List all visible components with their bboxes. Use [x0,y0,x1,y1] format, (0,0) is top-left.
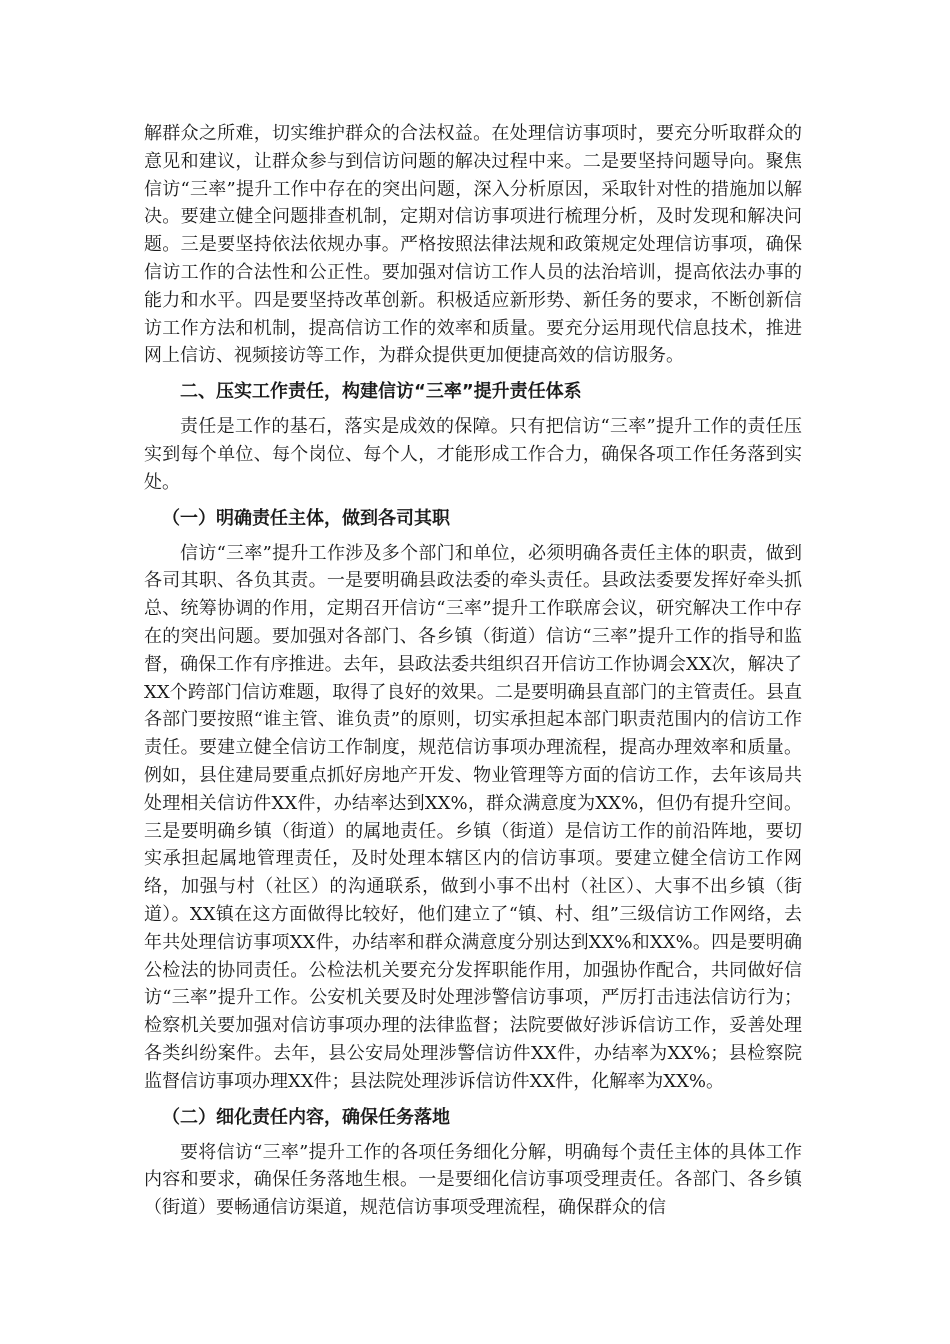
document-page [144,120,802,1222]
section-heading-2: 二、压实工作责任，构建信访“三率”提升责任体系 [180,381,582,403]
paragraph-continuation: 解群众之所难，切实维护群众的合法权益。在处理信访事项时，要充分听取群众的意见和建议，让群众参与到信访问题的解决过程中来。二是要坚持问题导向。聚焦信访“三率”提升工作中存在的突出问题，深入分析原因，采取针对性的措施加以解决。要建立健全问题排查机制，定期对信访事项进行梳理分析，及时发现和解决问题。三是要坚持依法依规办事。严格按照法律法规和政策规定处理信访事项，确保信访工作的合法性和公正性。要加强对信访工作人员的法治培训，提高依法办事的能力和水平。四是要坚持改革创新。积极适应新形势、新任务的要求，不断创新信访工作方法和机制，提高信访工作的效率和质量。要充分运用现代信息技术，推进网上信访、视频接访等工作，为群众提供更加便捷高效的信访服务。 [144,123,802,367]
subheading-2: （二）细化责任内容，确保任务落地 [162,1106,450,1128]
paragraph-sub2: 要将信访“三率”提升工作的各项任务细化分解，明确每个责任主体的具体工作内容和要求，确保任务落地生根。一是要细化信访事项受理责任。各部门、各乡镇（街道）要畅通信访渠道，规范信访事项受理流程，确保群众的信 [144,1141,802,1219]
paragraph-sub1: 信访“三率”提升工作涉及多个部门和单位，必须明确各责任主体的职责，做到各司其职、各负其责。一是要明确县政法委的牵头责任。县政法委要发挥好牵头抓总、统筹协调的作用，定期召开信访“三率”提升工作联席会议，研究解决工作中存在的突出问题。要加强对各部门、各乡镇（街道）信访“三率”提升工作的指导和监督，确保工作有序推进。去年，县政法委共组织召开信访工作协调会XX次，解决了XX个跨部门信访难题，取得了良好的效果。二是要明确县直部门的主管责任。县直各部门要按照“谁主管、谁负责”的原则，切实承担起本部门职责范围内的信访工作责任。要建立健全信访工作制度，规范信访事项办理流程，提高办理效率和质量。例如，县住建局要重点抓好房地产开发、物业管理等方面的信访工作，去年该局共处理相关信访件XX件，办结率达到XX%，群众满意度为XX%，但仍有提升空间。三是要明确乡镇（街道）的属地责任。乡镇（街道）是信访工作的前沿阵地，要切实承担起属地管理责任，及时处理本辖区内的信访事项。要建立健全信访工作网络，加强与村（社区）的沟通联系，做到小事不出村（社区）、大事不出乡镇（街道）。XX镇在这方面做得比较好，他们建立了“镇、村、组”三级信访工作网络，去年共处理信访事项XX件，办结率和群众满意度分别达到XX%和XX%。四是要明确公检法的协同责任。公检法机关要充分发挥职能作用，加强协作配合，共同做好信访“三率”提升工作。公安机关要及时处理涉警信访事项，严厉打击违法信访行为；检察机关要加强对信访事项办理的法律监督；法院要做好涉诉信访工作，妥善处理各类纠纷案件。去年，县公安局处理涉警信访件XX件，办结率为XX%；县检察院监督信访事项办理XX件；县法院处理涉诉信访件XX件，化解率为XX%。 [144,542,802,1092]
paragraph-intro: 责任是工作的基石，落实是成效的保障。只有把信访“三率”提升工作的责任压实到每个单位、每个岗位、每个人，才能形成工作合力，确保各项工作任务落到实处。 [144,416,802,493]
subheading-1: （一）明确责任主体，做到各司其职 [162,507,450,529]
